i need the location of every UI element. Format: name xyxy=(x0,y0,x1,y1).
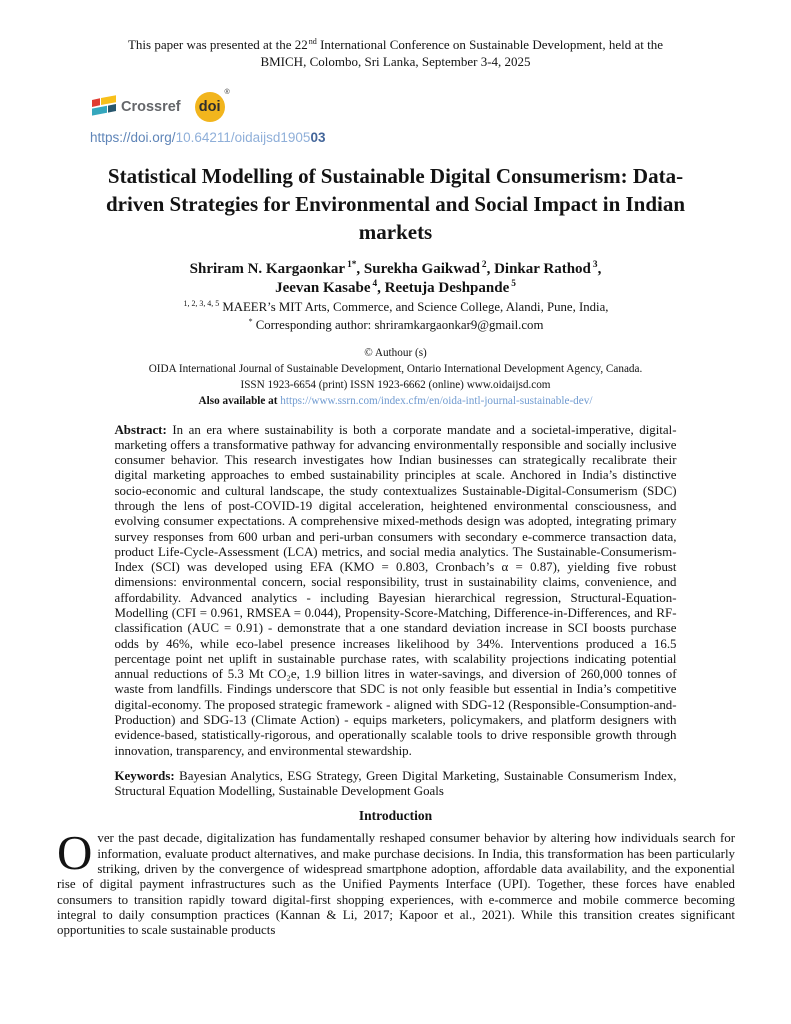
doi-label: doi xyxy=(198,99,221,116)
copyright-block xyxy=(0,345,791,410)
author-name: Shriram N. Kargaonkar xyxy=(189,261,346,278)
doi-link-prefix: https://doi.org/ xyxy=(90,130,176,146)
authors-line-1 xyxy=(0,260,791,279)
abstract-text: In an era where sustainability is both a corporate mandate and a societal-imperative, digital-marketing offers a transformative pathway for advancing environmentally responsible and socially inclusive consumer behavior. This research investigates how Indian businesses can strategically recalibrate their digital marketing approaches to embed sustainability principles at scale. Anchored in India’s distinctive socio-economic and cultural landscape, the study contextualizes Sustainable-Digital-Consumerism (SDC) through the lens of post-COVID-19 digital acceleration, heightened environmental consciousness, and evolving consumer expectations. A comprehensive mixed-methods design was adopted, integrating primary survey responses from 600 urban and peri-urban consumers with secondary e-commerce transaction data, product Life-Cycle-Assessment (LCA) metrics, and social media analytics. The Sustainable-Consumerism-Index (SCI) was developed using EFA (KMO = 0.803, Cronbach’s α = 0.87), yielding five robust dimensions: environmental concern, social responsibility, trust in sustainability claims, convenience, and affordability. Advanced analytics - including Bayesian hierarchical regression, Structural-Equation-Modelling (CFI = 0.961, RMSEA = 0.044), Propensity-Score-Matching, Difference-in-Differences, and RF-classification (AUC = 0.91) - demonstrate that a one standard deviation increase in SCI boosts purchase odds by 46%, while eco-label presence increases likelihood by 34%. Interventions produced a 16.5 percentage point net uplift in sustainable purchase rates, with scalability projections indicating potential annual reductions of 5.3 Mt CO₂e, 1.9 billion litres in water-savings, and diversion of 260,000 tonnes of waste from landfills. Findings underscore that SDC is not only feasible but essential in India’s competitive digital-economy. The proposed strategic framework - aligned with SDG-12 (Responsible-Consumption-and-Production) and SDG-13 (Climate Action) - equips marketers, policymakers, and platform designers with evidence-based, statistically-rigorous, and operationally scalable tools to drive responsible growth through innovation, transparency, and environmental stewardship. xyxy=(114,422,677,758)
author-name: Surekha Gaikwad xyxy=(363,261,480,278)
crossref-logo[interactable] xyxy=(90,95,181,119)
author-separator: , xyxy=(486,261,495,278)
conference-note-part2: International Conference on Sustainable Development, held at the BMICH, Colombo, Sri Lanka, September 3-4, 2025 xyxy=(260,37,664,70)
corresponding-text: Corresponding author: shriramkargaonkar9@gmail.com xyxy=(252,318,544,333)
conference-note-ordinal: nd xyxy=(308,36,317,46)
abstract-label: Abstract: xyxy=(114,422,167,437)
ssrn-link[interactable]: https://www.ssrn.com/index.cfm/en/oida-intl-journal-sustainable-dev/ xyxy=(280,395,593,408)
issn-line: ISSN 1923-6654 (print) ISSN 1923-6662 (online) www.oidaijsd.com xyxy=(240,379,551,392)
author-name: Dinkar Rathod xyxy=(494,261,591,278)
corresponding-marker: * xyxy=(248,316,253,326)
crossref-icon xyxy=(90,95,116,119)
author-separator: , xyxy=(356,261,364,278)
paper-title: Statistical Modelling of Sustainable Digital Consumerism: Data-driven Strategies for Environmental and Social Impact in Indian markets xyxy=(105,164,686,245)
conference-note xyxy=(106,36,686,70)
keywords-label: Keywords: xyxy=(114,768,175,783)
introduction-heading: Introduction xyxy=(358,808,433,824)
author-affil-ref: 4 xyxy=(372,279,378,290)
doi-link-suffix: 03 xyxy=(310,130,326,146)
copyright-line: © Authour (s) xyxy=(364,346,427,359)
affiliation-line xyxy=(0,299,791,316)
journal-line: OIDA International Journal of Sustainable Development, Ontario International Development Agency, Canada. xyxy=(148,362,643,375)
affiliation-text: MAEER’s MIT Arts, Commerce, and Science College, Alandi, Pune, India, xyxy=(219,300,609,315)
author-separator: , xyxy=(377,280,385,297)
keywords-text: Bayesian Analytics, ESG Strategy, Green Digital Marketing, Sustainable Consumerism Index, Structural Equation Modelling, Sustainable Development Goals xyxy=(114,768,677,799)
author-name: Reetuja Deshpande xyxy=(384,280,510,297)
doi-logo[interactable] xyxy=(195,89,230,122)
doi-icon xyxy=(195,92,225,122)
introduction-paragraph xyxy=(57,825,735,938)
authors-block xyxy=(0,260,791,298)
availability-prefix: Also available at xyxy=(198,395,281,408)
corresponding-author-line xyxy=(0,317,791,334)
affiliation-refs: 1, 2, 3, 4, 5 xyxy=(183,299,220,309)
keywords-paragraph xyxy=(115,769,677,800)
introduction-text: ver the past decade, digitalization has fundamentally reshaped consumer behavior by altering how individuals search for information, evaluate product alternatives, and make purchase decisions. In India, this transformation has been particularly striking, driven by the convergence of widespread smartphone adoption, affordable data availability, and the exponential rise of digital payment infrastructures such as the Unified Payments Interface (UPI). Together, these forces have enabled consumers to transition rapidly toward digital-first shopping experiences, with e-commerce and mobile commerce becoming integral to daily consumption practices (Kannan & Li, 2017; Kapoor et al., 2021). While this transition creates significant opportunities to scale sustainable products xyxy=(57,831,735,938)
authors-line-2 xyxy=(0,279,791,298)
abstract-paragraph xyxy=(115,423,677,759)
doi-link-middle: 10.64211/oidaijsd1905 xyxy=(175,130,311,146)
drop-cap: O xyxy=(57,825,93,881)
registered-mark-icon: ® xyxy=(224,89,230,97)
author-name: Jeevan Kasabe xyxy=(275,280,371,297)
authors-line-comma: , xyxy=(597,261,602,278)
conference-note-part1: This paper was presented at the 22 xyxy=(127,37,308,52)
logo-row xyxy=(90,89,791,122)
author-affil-ref: 5 xyxy=(511,279,516,290)
doi-link[interactable] xyxy=(90,130,791,145)
author-affil-ref: 2 xyxy=(481,260,487,271)
availability-line xyxy=(0,393,791,409)
author-affil-ref: 1* xyxy=(347,260,357,271)
author-affil-ref: 3 xyxy=(592,260,598,271)
crossref-label: Crossref xyxy=(121,99,181,116)
